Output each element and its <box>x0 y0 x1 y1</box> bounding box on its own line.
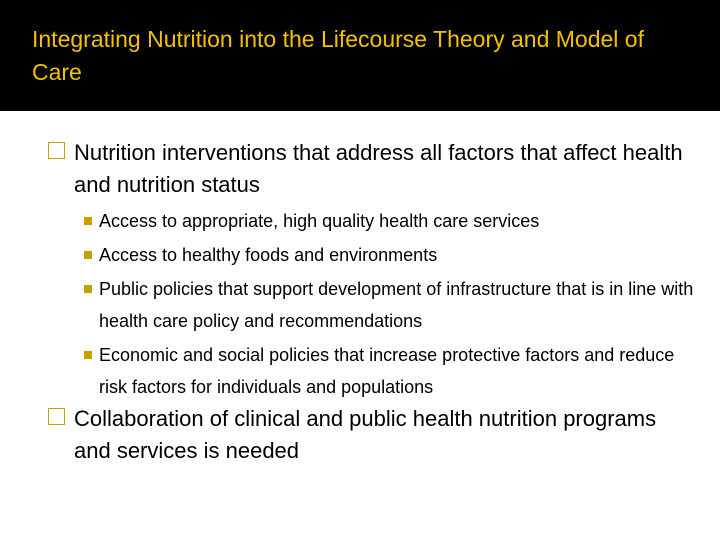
bullet-text: Nutrition interventions that address all factors that affect health and nutrition status <box>74 140 683 197</box>
hollow-square-bullet-icon <box>48 142 65 159</box>
hollow-square-bullet-icon <box>48 408 65 425</box>
sub-bullet-item <box>84 205 694 237</box>
sub-bullet-text: Economic and social policies that increase protective factors and reduce risk factors for individuals and populations <box>99 345 675 397</box>
bullet-item <box>48 403 688 467</box>
sub-bullet-item <box>84 339 694 403</box>
sub-bullet-text: Access to healthy foods and environments <box>99 245 438 265</box>
slide-title: Integrating Nutrition into the Lifecourse Theory and Model of Care <box>32 26 644 85</box>
sub-bullet-text: Public policies that support development of infrastructure that is in line with health care policy and recommendations <box>99 279 694 331</box>
sub-bullet-item <box>84 273 694 337</box>
filled-square-bullet-icon <box>84 217 92 225</box>
filled-square-bullet-icon <box>84 251 92 259</box>
sub-bullet-text: Access to appropriate, high quality health care services <box>99 211 540 231</box>
sub-bullet-item <box>84 239 694 271</box>
bullet-text: Collaboration of clinical and public health nutrition programs and services is needed <box>74 406 657 463</box>
filled-square-bullet-icon <box>84 285 92 293</box>
filled-square-bullet-icon <box>84 351 92 359</box>
bullet-item <box>48 137 688 201</box>
